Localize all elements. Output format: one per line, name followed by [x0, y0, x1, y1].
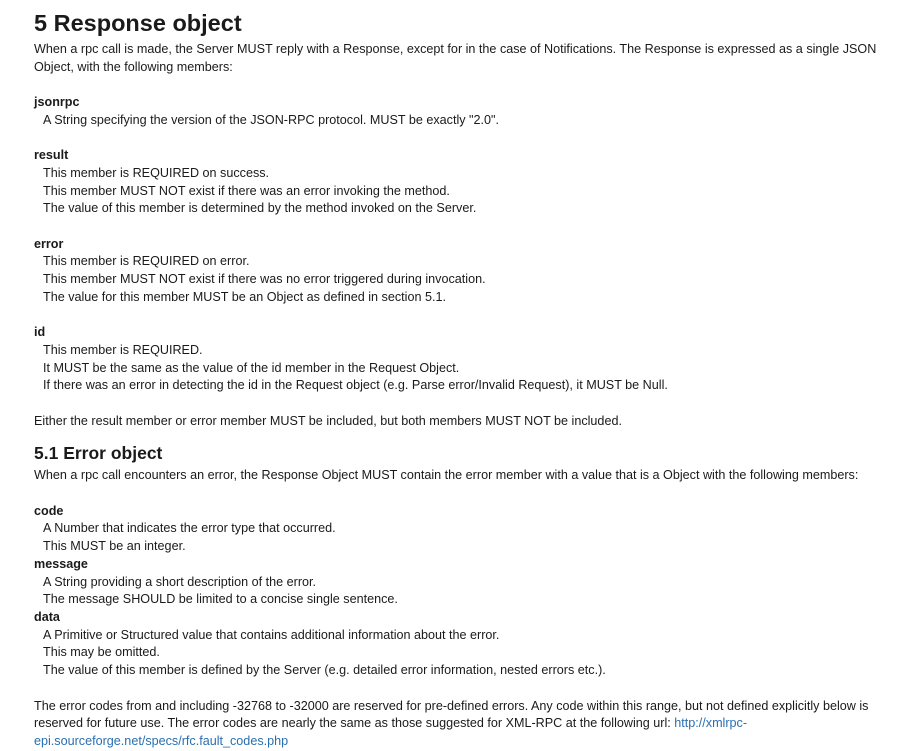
- member-description: This member is REQUIRED.: [43, 342, 203, 357]
- error-members-list: [34, 503, 904, 680]
- section-5-1-heading: 5.1 Error object: [34, 443, 163, 464]
- section-5-1-closing: [34, 698, 904, 751]
- member-name: error: [34, 236, 64, 251]
- member-id: [34, 324, 904, 395]
- section-5-heading: 5 Response object: [34, 10, 242, 36]
- member-result: [34, 147, 904, 218]
- member-description: This member is REQUIRED on success.: [43, 165, 270, 180]
- section-5-intro: When a rpc call is made, the Server MUST reply with a Response, except for in the case of Notifications. The Response is expressed as a single JSON Object, with the following members:: [34, 42, 877, 74]
- member-name: message: [34, 556, 88, 571]
- member-description: The value for this member MUST be an Object as defined in section 5.1.: [43, 289, 446, 304]
- member-name: jsonrpc: [34, 95, 80, 110]
- member-description: A Primitive or Structured value that contains additional information about the error.: [43, 627, 500, 642]
- member-description: The message SHOULD be limited to a concise single sentence.: [43, 592, 398, 607]
- member-description: This may be omitted.: [43, 645, 160, 660]
- member-name: data: [34, 610, 60, 624]
- member-error: [34, 236, 904, 307]
- fault-codes-link[interactable]: http://xmlrpc-epi.sourceforge.net/specs/rfc.fault_codes.php: [34, 716, 748, 748]
- section-5-closing: Either the result member or error member MUST be included, but both members MUST NOT be included.: [34, 413, 622, 428]
- member-description: A Number that indicates the error type that occurred.: [43, 521, 336, 536]
- member-description: This member is REQUIRED on error.: [43, 254, 250, 269]
- member-name: result: [34, 148, 69, 163]
- closing-text: The error codes from and including -32768 to -32000 are reserved for pre-defined errors. Any code within this range, but not defined explicitly below is reserved for future use. The error codes are nearly the same as those suggested for XML-RPC at the following url:: [34, 698, 869, 731]
- member-description: A String specifying the version of the JSON-RPC protocol. MUST be exactly "2.0".: [43, 112, 499, 127]
- member-name: code: [34, 503, 64, 518]
- member-description: This member MUST NOT exist if there was no error triggered during invocation.: [43, 272, 486, 287]
- member-description: It MUST be the same as the value of the id member in the Request Object.: [43, 360, 460, 375]
- member-description: If there was an error in detecting the id in the Request object (e.g. Parse error/Invalid Request), it MUST be Null.: [43, 378, 668, 393]
- member-description: This member MUST NOT exist if there was an error invoking the method.: [43, 183, 450, 198]
- member-name: id: [34, 325, 46, 340]
- response-members-list: [34, 94, 904, 395]
- section-5-1-intro: When a rpc call encounters an error, the Response Object MUST contain the error member with a value that is a Object with the following members:: [34, 468, 859, 483]
- member-jsonrpc: [34, 94, 904, 129]
- member-description: This MUST be an integer.: [43, 539, 186, 554]
- member-description: A String providing a short description of the error.: [43, 574, 317, 589]
- member-description: The value of this member is defined by the Server (e.g. detailed error information, nested errors etc.).: [43, 663, 606, 678]
- member-description: The value of this member is determined by the method invoked on the Server.: [43, 201, 477, 216]
